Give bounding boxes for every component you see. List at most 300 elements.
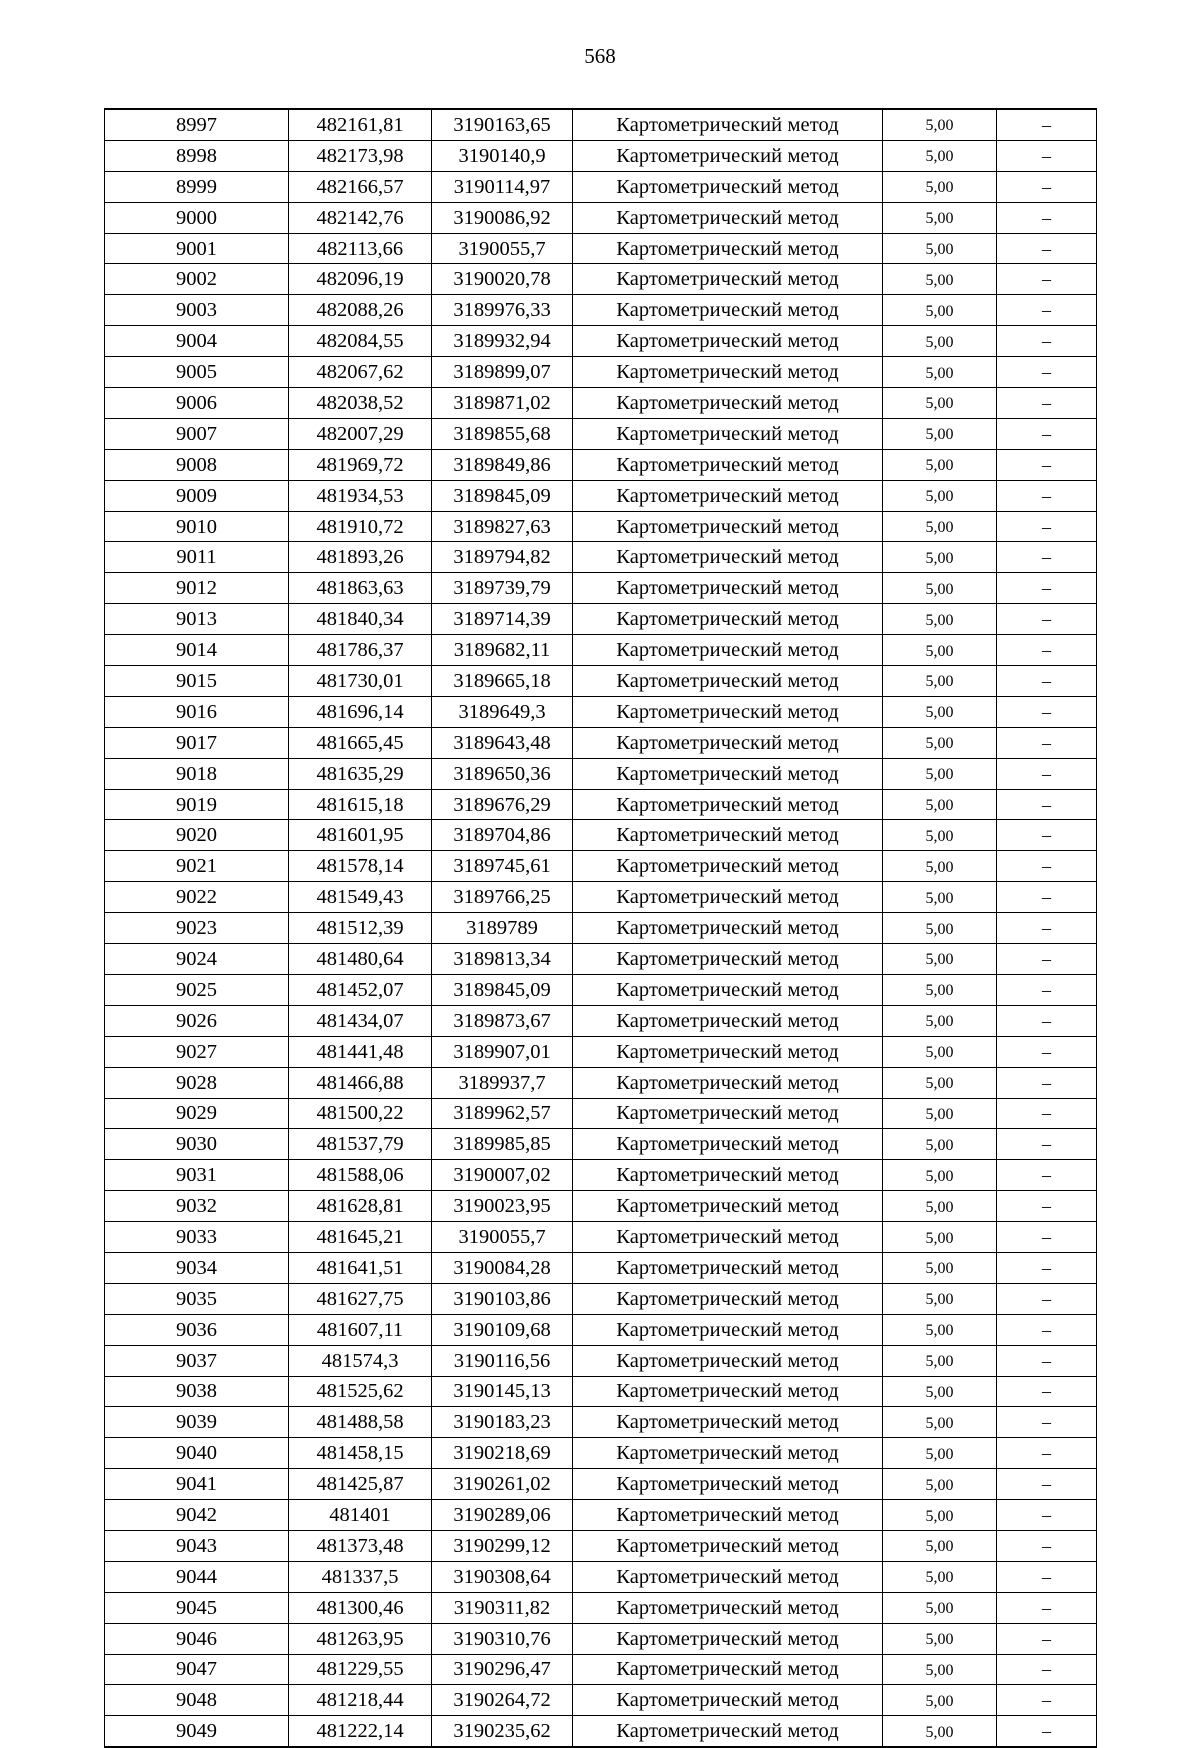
y-coordinate-cell: 3190140,9 [432,140,573,171]
table-row [105,418,1097,449]
table-row [105,974,1097,1005]
dash-cell: – [997,295,1097,326]
table-row [105,357,1097,388]
y-coordinate-cell: 3189871,02 [432,388,573,419]
accuracy-cell: 5,00 [883,1685,997,1716]
method-cell: Картометрический метод [573,388,883,419]
point-number-cell: 9037 [105,1345,289,1376]
point-number-cell: 9033 [105,1222,289,1253]
x-coordinate-cell: 481969,72 [289,449,432,480]
table-row [105,449,1097,480]
point-number-cell: 9005 [105,357,289,388]
point-number-cell: 9021 [105,851,289,882]
x-coordinate-cell: 482084,55 [289,326,432,357]
y-coordinate-cell: 3189813,34 [432,944,573,975]
table-row [105,573,1097,604]
accuracy-cell: 5,00 [883,140,997,171]
dash-cell: – [997,974,1097,1005]
accuracy-cell: 5,00 [883,696,997,727]
table-row [105,1530,1097,1561]
table-row [105,604,1097,635]
method-cell: Картометрический метод [573,1005,883,1036]
point-number-cell: 9039 [105,1407,289,1438]
point-number-cell: 9048 [105,1685,289,1716]
point-number-cell: 9012 [105,573,289,604]
table-row [105,758,1097,789]
x-coordinate-cell: 481480,64 [289,944,432,975]
table-row [105,388,1097,419]
method-cell: Картометрический метод [573,140,883,171]
dash-cell: – [997,727,1097,758]
accuracy-cell: 5,00 [883,1036,997,1067]
x-coordinate-cell: 481665,45 [289,727,432,758]
table-row [105,1561,1097,1592]
dash-cell: – [997,1438,1097,1469]
x-coordinate-cell: 481549,43 [289,882,432,913]
table-row [105,202,1097,233]
accuracy-cell: 5,00 [883,326,997,357]
dash-cell: – [997,1314,1097,1345]
method-cell: Картометрический метод [573,882,883,913]
point-number-cell: 9014 [105,635,289,666]
y-coordinate-cell: 3189665,18 [432,666,573,697]
dash-cell: – [997,1160,1097,1191]
table-row [105,1716,1097,1747]
x-coordinate-cell: 482173,98 [289,140,432,171]
accuracy-cell: 5,00 [883,388,997,419]
x-coordinate-cell: 482067,62 [289,357,432,388]
y-coordinate-cell: 3190020,78 [432,264,573,295]
point-number-cell: 9025 [105,974,289,1005]
point-number-cell: 9030 [105,1129,289,1160]
accuracy-cell: 5,00 [883,1623,997,1654]
point-number-cell: 9038 [105,1376,289,1407]
method-cell: Картометрический метод [573,1036,883,1067]
table-row [105,480,1097,511]
method-cell: Картометрический метод [573,851,883,882]
table-row [105,1654,1097,1685]
accuracy-cell: 5,00 [883,418,997,449]
method-cell: Картометрический метод [573,573,883,604]
accuracy-cell: 5,00 [883,1500,997,1531]
point-number-cell: 8997 [105,109,289,140]
dash-cell: – [997,388,1097,419]
method-cell: Картометрический метод [573,635,883,666]
accuracy-cell: 5,00 [883,1160,997,1191]
point-number-cell: 9029 [105,1098,289,1129]
point-number-cell: 9041 [105,1469,289,1500]
accuracy-cell: 5,00 [883,1098,997,1129]
method-cell: Картометрический метод [573,1376,883,1407]
point-number-cell: 9000 [105,202,289,233]
point-number-cell: 9036 [105,1314,289,1345]
accuracy-cell: 5,00 [883,1530,997,1561]
accuracy-cell: 5,00 [883,1654,997,1685]
method-cell: Картометрический метод [573,511,883,542]
dash-cell: – [997,1345,1097,1376]
method-cell: Картометрический метод [573,202,883,233]
dash-cell: – [997,1098,1097,1129]
accuracy-cell: 5,00 [883,1222,997,1253]
x-coordinate-cell: 481525,62 [289,1376,432,1407]
table-row [105,1592,1097,1623]
dash-cell: – [997,1530,1097,1561]
x-coordinate-cell: 481910,72 [289,511,432,542]
table-row [105,542,1097,573]
dash-cell: – [997,789,1097,820]
point-number-cell: 9010 [105,511,289,542]
method-cell: Картометрический метод [573,1407,883,1438]
table-row [105,1469,1097,1500]
point-number-cell: 9002 [105,264,289,295]
dash-cell: – [997,1252,1097,1283]
dash-cell: – [997,1407,1097,1438]
dash-cell: – [997,1716,1097,1747]
x-coordinate-cell: 481488,58 [289,1407,432,1438]
accuracy-cell: 5,00 [883,1407,997,1438]
table-row [105,1314,1097,1345]
point-number-cell: 9013 [105,604,289,635]
x-coordinate-cell: 481893,26 [289,542,432,573]
point-number-cell: 9003 [105,295,289,326]
coordinates-table [104,108,1097,1748]
y-coordinate-cell: 3190023,95 [432,1191,573,1222]
accuracy-cell: 5,00 [883,1438,997,1469]
table-row [105,882,1097,913]
x-coordinate-cell: 481337,5 [289,1561,432,1592]
accuracy-cell: 5,00 [883,1592,997,1623]
y-coordinate-cell: 3189985,85 [432,1129,573,1160]
point-number-cell: 9026 [105,1005,289,1036]
y-coordinate-cell: 3189650,36 [432,758,573,789]
table-row [105,1252,1097,1283]
y-coordinate-cell: 3189676,29 [432,789,573,820]
point-number-cell: 9047 [105,1654,289,1685]
dash-cell: – [997,1654,1097,1685]
point-number-cell: 9045 [105,1592,289,1623]
table-row [105,913,1097,944]
table-row [105,820,1097,851]
y-coordinate-cell: 3189643,48 [432,727,573,758]
table-row [105,511,1097,542]
y-coordinate-cell: 3190163,65 [432,109,573,140]
table-row [105,1407,1097,1438]
y-coordinate-cell: 3189845,09 [432,974,573,1005]
dash-cell: – [997,1067,1097,1098]
x-coordinate-cell: 481645,21 [289,1222,432,1253]
method-cell: Картометрический метод [573,913,883,944]
dash-cell: – [997,635,1097,666]
table-row [105,264,1097,295]
dash-cell: – [997,1036,1097,1067]
method-cell: Картометрический метод [573,1160,883,1191]
x-coordinate-cell: 481628,81 [289,1191,432,1222]
dash-cell: – [997,913,1097,944]
accuracy-cell: 5,00 [883,449,997,480]
x-coordinate-cell: 481401 [289,1500,432,1531]
method-cell: Картометрический метод [573,1438,883,1469]
dash-cell: – [997,1191,1097,1222]
y-coordinate-cell: 3190103,86 [432,1283,573,1314]
table-row [105,1191,1097,1222]
dash-cell: – [997,109,1097,140]
y-coordinate-cell: 3189976,33 [432,295,573,326]
point-number-cell: 9011 [105,542,289,573]
x-coordinate-cell: 482113,66 [289,233,432,264]
point-number-cell: 8998 [105,140,289,171]
dash-cell: – [997,357,1097,388]
point-number-cell: 9016 [105,696,289,727]
y-coordinate-cell: 3189794,82 [432,542,573,573]
method-cell: Картометрический метод [573,357,883,388]
method-cell: Картометрический метод [573,1067,883,1098]
x-coordinate-cell: 481218,44 [289,1685,432,1716]
x-coordinate-cell: 481222,14 [289,1716,432,1747]
accuracy-cell: 5,00 [883,1252,997,1283]
table-row [105,727,1097,758]
point-number-cell: 9028 [105,1067,289,1098]
y-coordinate-cell: 3190086,92 [432,202,573,233]
dash-cell: – [997,851,1097,882]
method-cell: Картометрический метод [573,1561,883,1592]
y-coordinate-cell: 3189962,57 [432,1098,573,1129]
point-number-cell: 9007 [105,418,289,449]
method-cell: Картометрический метод [573,974,883,1005]
dash-cell: – [997,233,1097,264]
y-coordinate-cell: 3189932,94 [432,326,573,357]
x-coordinate-cell: 482166,57 [289,171,432,202]
point-number-cell: 9019 [105,789,289,820]
table-row [105,109,1097,140]
x-coordinate-cell: 481627,75 [289,1283,432,1314]
point-number-cell: 8999 [105,171,289,202]
x-coordinate-cell: 482096,19 [289,264,432,295]
x-coordinate-cell: 482088,26 [289,295,432,326]
y-coordinate-cell: 3189766,25 [432,882,573,913]
table-row [105,295,1097,326]
y-coordinate-cell: 3190299,12 [432,1530,573,1561]
x-coordinate-cell: 481607,11 [289,1314,432,1345]
x-coordinate-cell: 481696,14 [289,696,432,727]
x-coordinate-cell: 481500,22 [289,1098,432,1129]
dash-cell: – [997,666,1097,697]
table-row [105,851,1097,882]
table-row [105,233,1097,264]
method-cell: Картометрический метод [573,1654,883,1685]
method-cell: Картометрический метод [573,1191,883,1222]
point-number-cell: 9040 [105,1438,289,1469]
dash-cell: – [997,1592,1097,1623]
method-cell: Картометрический метод [573,1716,883,1747]
dash-cell: – [997,573,1097,604]
x-coordinate-cell: 481840,34 [289,604,432,635]
point-number-cell: 9042 [105,1500,289,1531]
x-coordinate-cell: 481635,29 [289,758,432,789]
point-number-cell: 9008 [105,449,289,480]
table-row [105,1036,1097,1067]
point-number-cell: 9023 [105,913,289,944]
accuracy-cell: 5,00 [883,944,997,975]
y-coordinate-cell: 3189827,63 [432,511,573,542]
point-number-cell: 9046 [105,1623,289,1654]
x-coordinate-cell: 482038,52 [289,388,432,419]
x-coordinate-cell: 481229,55 [289,1654,432,1685]
point-number-cell: 9022 [105,882,289,913]
point-number-cell: 9009 [105,480,289,511]
x-coordinate-cell: 481425,87 [289,1469,432,1500]
accuracy-cell: 5,00 [883,974,997,1005]
x-coordinate-cell: 481452,07 [289,974,432,1005]
dash-cell: – [997,1561,1097,1592]
method-cell: Картометрический метод [573,1283,883,1314]
method-cell: Картометрический метод [573,758,883,789]
method-cell: Картометрический метод [573,1500,883,1531]
x-coordinate-cell: 481863,63 [289,573,432,604]
table-row [105,1098,1097,1129]
accuracy-cell: 5,00 [883,1129,997,1160]
method-cell: Картометрический метод [573,1345,883,1376]
y-coordinate-cell: 3189907,01 [432,1036,573,1067]
method-cell: Картометрический метод [573,109,883,140]
dash-cell: – [997,1500,1097,1531]
point-number-cell: 9032 [105,1191,289,1222]
method-cell: Картометрический метод [573,696,883,727]
dash-cell: – [997,171,1097,202]
y-coordinate-cell: 3190109,68 [432,1314,573,1345]
accuracy-cell: 5,00 [883,1345,997,1376]
y-coordinate-cell: 3189849,86 [432,449,573,480]
method-cell: Картометрический метод [573,233,883,264]
y-coordinate-cell: 3189789 [432,913,573,944]
y-coordinate-cell: 3190310,76 [432,1623,573,1654]
method-cell: Картометрический метод [573,264,883,295]
table-row [105,944,1097,975]
x-coordinate-cell: 481615,18 [289,789,432,820]
point-number-cell: 9001 [105,233,289,264]
method-cell: Картометрический метод [573,1623,883,1654]
accuracy-cell: 5,00 [883,171,997,202]
point-number-cell: 9020 [105,820,289,851]
table-row [105,666,1097,697]
method-cell: Картометрический метод [573,789,883,820]
x-coordinate-cell: 481934,53 [289,480,432,511]
dash-cell: – [997,449,1097,480]
method-cell: Картометрический метод [573,418,883,449]
table-row [105,1160,1097,1191]
y-coordinate-cell: 3189682,11 [432,635,573,666]
y-coordinate-cell: 3190311,82 [432,1592,573,1623]
x-coordinate-cell: 481578,14 [289,851,432,882]
y-coordinate-cell: 3190055,7 [432,233,573,264]
table-row [105,1067,1097,1098]
dash-cell: – [997,140,1097,171]
accuracy-cell: 5,00 [883,851,997,882]
table-row [105,1005,1097,1036]
y-coordinate-cell: 3189745,61 [432,851,573,882]
y-coordinate-cell: 3189899,07 [432,357,573,388]
dash-cell: – [997,944,1097,975]
accuracy-cell: 5,00 [883,1716,997,1747]
dash-cell: – [997,1129,1097,1160]
accuracy-cell: 5,00 [883,758,997,789]
table-row [105,1283,1097,1314]
accuracy-cell: 5,00 [883,573,997,604]
y-coordinate-cell: 3189739,79 [432,573,573,604]
table-row [105,789,1097,820]
method-cell: Картометрический метод [573,1222,883,1253]
accuracy-cell: 5,00 [883,264,997,295]
dash-cell: – [997,202,1097,233]
accuracy-cell: 5,00 [883,1376,997,1407]
method-cell: Картометрический метод [573,1314,883,1345]
accuracy-cell: 5,00 [883,1469,997,1500]
accuracy-cell: 5,00 [883,913,997,944]
y-coordinate-cell: 3190084,28 [432,1252,573,1283]
y-coordinate-cell: 3190116,56 [432,1345,573,1376]
table-row [105,1500,1097,1531]
y-coordinate-cell: 3189714,39 [432,604,573,635]
dash-cell: – [997,696,1097,727]
table-row [105,1129,1097,1160]
y-coordinate-cell: 3189845,09 [432,480,573,511]
y-coordinate-cell: 3190296,47 [432,1654,573,1685]
point-number-cell: 9027 [105,1036,289,1067]
table-row [105,140,1097,171]
dash-cell: – [997,604,1097,635]
accuracy-cell: 5,00 [883,109,997,140]
method-cell: Картометрический метод [573,1469,883,1500]
x-coordinate-cell: 481730,01 [289,666,432,697]
x-coordinate-cell: 481537,79 [289,1129,432,1160]
point-number-cell: 9017 [105,727,289,758]
y-coordinate-cell: 3190145,13 [432,1376,573,1407]
point-number-cell: 9043 [105,1530,289,1561]
accuracy-cell: 5,00 [883,233,997,264]
dash-cell: – [997,1376,1097,1407]
point-number-cell: 9024 [105,944,289,975]
point-number-cell: 9049 [105,1716,289,1747]
accuracy-cell: 5,00 [883,727,997,758]
point-number-cell: 9018 [105,758,289,789]
point-number-cell: 9015 [105,666,289,697]
accuracy-cell: 5,00 [883,789,997,820]
table-row [105,1222,1097,1253]
x-coordinate-cell: 481588,06 [289,1160,432,1191]
method-cell: Картометрический метод [573,666,883,697]
y-coordinate-cell: 3189704,86 [432,820,573,851]
y-coordinate-cell: 3190218,69 [432,1438,573,1469]
y-coordinate-cell: 3190261,02 [432,1469,573,1500]
y-coordinate-cell: 3190183,23 [432,1407,573,1438]
accuracy-cell: 5,00 [883,635,997,666]
dash-cell: – [997,1623,1097,1654]
x-coordinate-cell: 481434,07 [289,1005,432,1036]
x-coordinate-cell: 482007,29 [289,418,432,449]
x-coordinate-cell: 481458,15 [289,1438,432,1469]
accuracy-cell: 5,00 [883,1191,997,1222]
accuracy-cell: 5,00 [883,542,997,573]
y-coordinate-cell: 3190289,06 [432,1500,573,1531]
point-number-cell: 9004 [105,326,289,357]
accuracy-cell: 5,00 [883,604,997,635]
point-number-cell: 9034 [105,1252,289,1283]
accuracy-cell: 5,00 [883,1067,997,1098]
y-coordinate-cell: 3189937,7 [432,1067,573,1098]
point-number-cell: 9006 [105,388,289,419]
dash-cell: – [997,1222,1097,1253]
method-cell: Картометрический метод [573,171,883,202]
x-coordinate-cell: 481601,95 [289,820,432,851]
